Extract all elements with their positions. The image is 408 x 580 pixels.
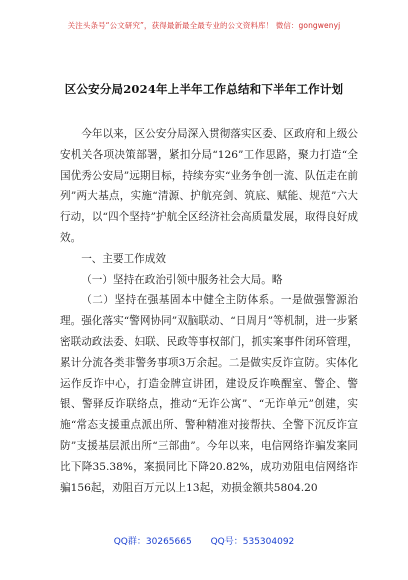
subsection-2: （二）坚持在强基固本中健全主防体系。一是做强警源治理。强化落实“警网协同”双脑联动、“日周月”等机制，进一步紧密联动政法委、妇联、民政等事权部门，抓实案事件闭环管理，累计分流各类非警务事项3万余起。二是做实反诈宣防。实体化运作反诈中心，打造金牌宣讲团，建设反诈唤醒室、警企、警银、警驿反诈联络点，推动“无诈公寓”、“无诈单元”创建，实施“常态支援重点派出所、警种精准对接帮扶、全警下沉反诈宣防”支援基层派出所“三部曲”。今年以来，电信网络诈骗发案同比下降35.38%，案损同比下降20.82%，成功劝阻电信网络诈骗156起，劝阻百万元以上13起，劝损金额共5804.20 xyxy=(60,294,358,494)
intro-paragraph: 今年以来，区公安分局深入贯彻落实区委、区政府和上级公安机关各项决策部署，紧扣分局“126”工作思路，聚力打造“全国优秀公安局”远期目标，持续夯实“业务争创一流、队伍走在前列”两大基点，实施“清源、护航亮剑、筑底、赋能、规范”六大行动，以“四个坚持”护航全区经济社会高质量发展，取得良好成效。 xyxy=(60,128,358,244)
qq-number: QQ号：535304092 xyxy=(210,537,295,547)
document-body xyxy=(60,124,358,498)
contact-footer xyxy=(0,534,408,547)
qq-group: QQ群：30265665 xyxy=(113,537,192,547)
document-title: 区公安分局2024年上半年工作总结和下半年工作计划 xyxy=(64,82,344,96)
subsection-1: （一）坚持在政治引领中服务社会大局。略 xyxy=(81,273,283,286)
promo-banner: 关注头条号“公文研究”，获得最新最全最专业的公文资料库！ 微信：gongwenyj xyxy=(67,21,341,30)
section-heading: 一、主要工作成效 xyxy=(81,252,166,265)
